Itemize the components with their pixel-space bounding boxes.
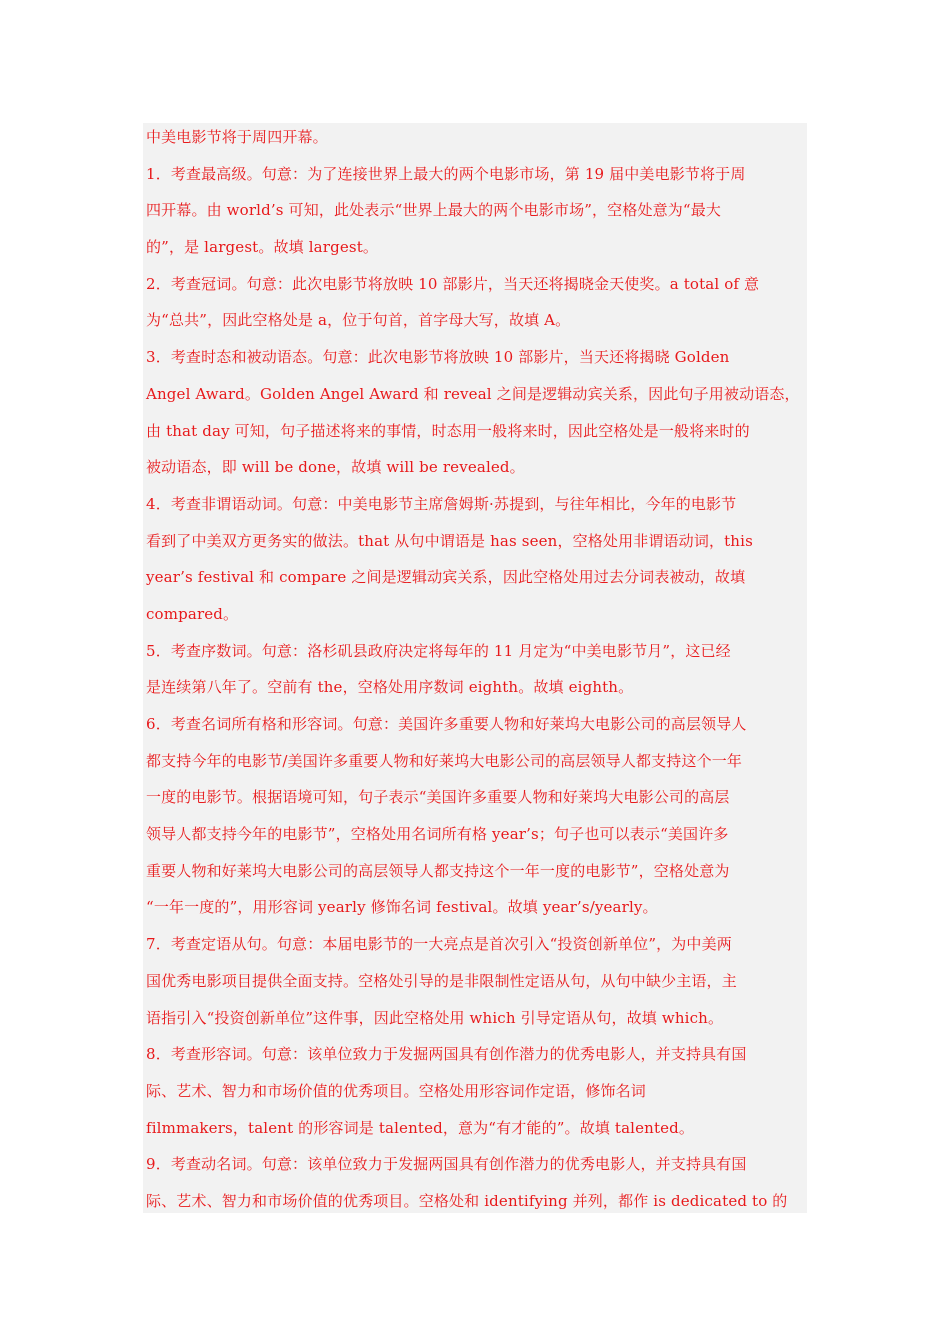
text-line: 是连续第八年了。空前有 the，空格处用序数词 eighth。故填 eighth。 xyxy=(146,678,634,697)
text-line: filmmakers，talent 的形容词是 talented，意为“有才能的”。故填 talented。 xyxy=(146,1118,695,1137)
text-line: 2．考查冠词。句意：此次电影节将放映 10 部影片，当天还将揭晓金天使奖。a total of 意 xyxy=(146,274,760,293)
text-line: 领导人都支持今年的电影节”，空格处用名词所有格 year’s；句子也可以表示“美国许多 xyxy=(146,825,729,844)
text-line: 际、艺术、智力和市场价值的优秀项目。空格处和 identifying 并列，都作 is dedicated to 的 xyxy=(146,1191,788,1210)
answer-explanation-text xyxy=(146,119,810,1220)
text-line: Angel Award。Golden Angel Award 和 reveal 之间是逻辑动宾关系，因此句子用被动语态， xyxy=(146,384,800,403)
text-line: 中美电影节将于周四开幕。 xyxy=(146,128,328,146)
text-line: 国优秀电影项目提供全面支持。空格处引导的是非限制性定语从句，从句中缺少主语，主 xyxy=(146,971,737,990)
text-line: 1．考查最高级。句意：为了连接世界上最大的两个电影市场，第 19 届中美电影节将于周 xyxy=(146,164,746,183)
text-line: 7．考查定语从句。句意：本届电影节的一大亮点是首次引入“投资创新单位”，为中美两 xyxy=(146,935,732,954)
text-line: 都支持今年的电影节/美国许多重要人物和好莱坞大电影公司的高层领导人都支持这个一年 xyxy=(146,751,743,770)
text-line: 3．考查时态和被动语态。句意：此次电影节将放映 10 部影片，当天还将揭晓 Golden xyxy=(146,348,730,367)
text-line: 4．考查非谓语动词。句意：中美电影节主席詹姆斯·苏提到，与往年相比，今年的电影节 xyxy=(146,494,737,513)
text-line: 语指引入“投资创新单位”这件事，因此空格处用 which 引导定语从句，故填 which。 xyxy=(146,1008,724,1027)
text-line: 为“总共”，因此空格处是 a，位于句首，首字母大写，故填 A。 xyxy=(146,311,571,330)
text-line: 9．考查动名词。句意：该单位致力于发掘两国具有创作潜力的优秀电影人，并支持具有国 xyxy=(146,1155,747,1174)
text-line: 四开幕。由 world’s 可知，此处表示“世界上最大的两个电影市场”，空格处意为“最大 xyxy=(146,201,722,220)
text-line: 的”，是 largest。故填 largest。 xyxy=(146,238,379,257)
text-line: 6．考查名词所有格和形容词。句意：美国许多重要人物和好莱坞大电影公司的高层领导人 xyxy=(146,715,747,733)
text-line: 5．考查序数词。句意：洛杉矶县政府决定将每年的 11 月定为“中美电影节月”，这已经 xyxy=(146,641,731,660)
text-line: 一度的电影节。根据语境可知，句子表示“美国许多重要人物和好莱坞大电影公司的高层 xyxy=(146,788,730,807)
text-line: 际、艺术、智力和市场价值的优秀项目。空格处用形容词作定语，修饰名词 xyxy=(146,1081,646,1100)
text-line: 看到了中美双方更务实的做法。that 从句中谓语是 has seen，空格处用非谓语动词，this xyxy=(146,531,753,550)
text-line: year’s festival 和 compare 之间是逻辑动宾关系，因此空格处用过去分词表被动，故填 xyxy=(146,568,746,587)
text-line: 被动语态，即 will be done，故填 will be revealed。 xyxy=(146,458,525,477)
text-line: “一年一度的”，用形容词 yearly 修饰名词 festival。故填 year’s/yearly。 xyxy=(146,898,658,917)
text-line: compared。 xyxy=(146,604,239,623)
text-line: 由 that day 可知，句子描述将来的事情，时态用一般将来时，因此空格处是一般将来时的 xyxy=(146,421,750,440)
text-line: 重要人物和好莱坞大电影公司的高层领导人都支持这个一年一度的电影节”，空格处意为 xyxy=(146,861,730,880)
text-line: 8．考查形容词。句意：该单位致力于发掘两国具有创作潜力的优秀电影人，并支持具有国 xyxy=(146,1045,747,1064)
